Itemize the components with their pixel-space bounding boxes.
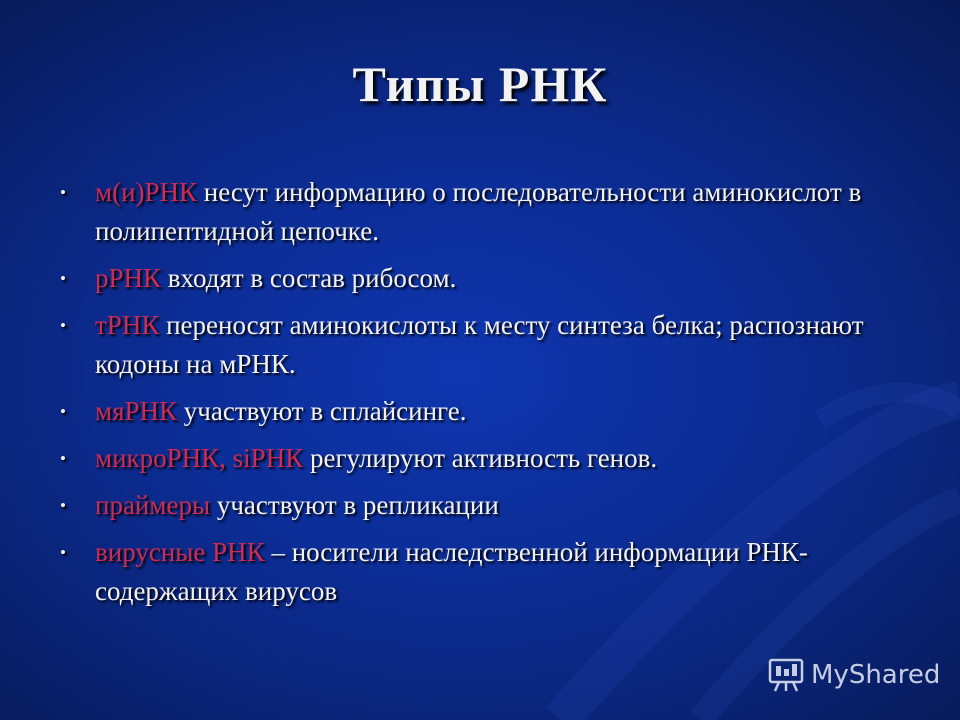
bullet-item-rrna <box>52 259 882 298</box>
bullet-dot-icon: • <box>60 183 66 202</box>
bullet-text: участвуют в сплайсинге. <box>177 396 467 426</box>
slide-title: Типы РНК <box>352 56 608 112</box>
bullet-text: регулируют активность генов. <box>303 443 658 473</box>
bullet-item-snrna <box>52 392 882 431</box>
bullet-text: переносят аминокислоты к месту синтеза белка; распознают кодоны на мРНК. <box>95 310 864 379</box>
bullet-dot-icon: • <box>60 316 66 335</box>
bullet-list <box>52 173 882 619</box>
bullet-text: участвуют в репликации <box>210 490 499 520</box>
bullet-dot-icon: • <box>60 449 66 468</box>
bullet-term: микроРНК, siРНК <box>95 443 304 473</box>
bullet-dot-icon: • <box>60 496 66 515</box>
watermark[interactable] <box>767 655 940 695</box>
bullet-text: несут информацию о последовательности аминокислот в полипептидной цепочке. <box>95 177 862 246</box>
bullet-dot-icon: • <box>60 543 66 562</box>
bullet-item-primers <box>52 486 882 525</box>
bullet-dot-icon: • <box>60 402 66 421</box>
bullet-item-microrna <box>52 439 882 478</box>
bullet-dot-icon: • <box>60 269 66 288</box>
bullet-item-viral-rna <box>52 533 882 611</box>
bullet-item-trna <box>52 306 882 384</box>
bullet-term: мяРНК <box>95 396 178 426</box>
bullet-term: м(и)РНК <box>95 177 198 207</box>
bullet-term: вирусные РНК <box>95 537 265 567</box>
bullet-term: праймеры <box>95 490 211 520</box>
bullet-term: тРНК <box>95 310 160 340</box>
watermark-text: MyShared <box>811 660 941 690</box>
bullet-term: рРНК <box>95 263 162 293</box>
presentation-board-icon <box>767 656 805 694</box>
bullet-text: – носители наследственной информации РНК-содержащих вирусов <box>95 537 808 606</box>
bullet-item-mrna <box>52 173 882 251</box>
bullet-text: входят в состав рибосом. <box>161 263 457 293</box>
